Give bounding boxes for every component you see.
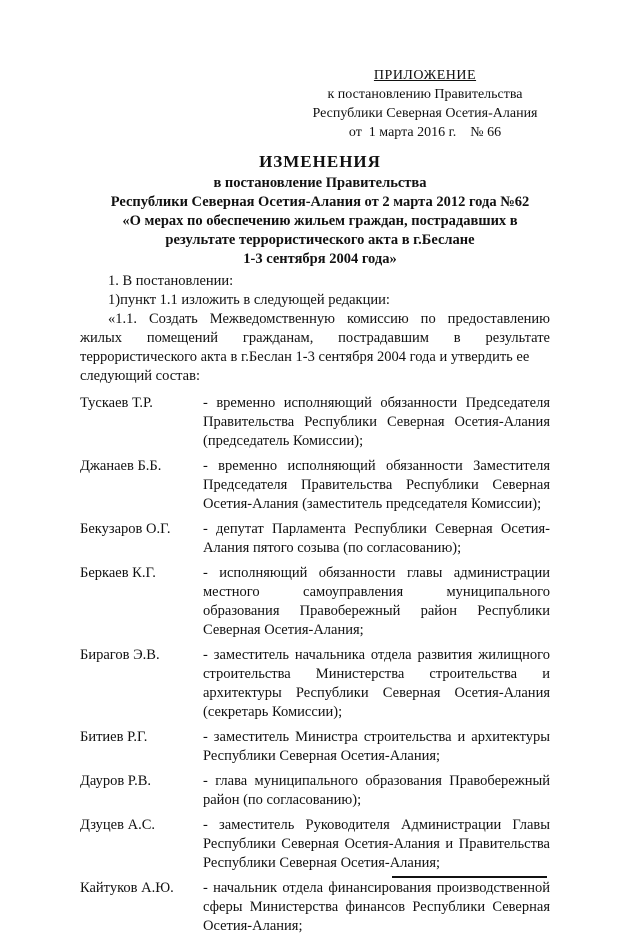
title-line-2: Республики Северная Осетия-Алания от 2 марта 2012 года №62 <box>110 194 530 210</box>
member-role: - депутат Парламента Республики Северная Осетия-Алания пятого созыва (по согласованию); <box>203 521 550 556</box>
appendix-line-2: Республики Северная Осетия-Алания <box>312 106 538 121</box>
member-role: - заместитель Министра строительства и архитектуры Республики Северная Осетия-Алания; <box>203 729 550 764</box>
list-item <box>80 394 550 451</box>
member-name: Дауров Р.В. <box>80 773 151 789</box>
list-item <box>80 564 550 640</box>
appendix-title: ПРИЛОЖЕНИЕ <box>373 68 477 83</box>
member-role: - временно исполняющий обязанности Заместителя Председателя Правительства Республики Северная Осетия-Алания (заместитель председателя Комиссии); <box>203 458 550 512</box>
member-name: Тускаев Т.Р. <box>80 395 153 411</box>
member-name: Дзуцев А.С. <box>80 817 155 833</box>
list-item <box>80 816 550 873</box>
member-role: - глава муниципального образования Правобережный район (по согласованию); <box>203 773 550 808</box>
appendix-header <box>300 66 550 142</box>
paragraph-3-rest: террористического акта в г.Беслан 1-3 сентября 2004 года и утвердить ее следующий состав: <box>80 349 530 384</box>
member-name: Бекузаров О.Г. <box>80 521 171 537</box>
list-item <box>80 520 550 558</box>
footer-divider <box>392 876 547 878</box>
member-name: Кайтуков А.Ю. <box>80 880 174 896</box>
commission-members-list <box>80 394 550 942</box>
list-item <box>80 879 550 936</box>
member-role: - начальник отдела финансирования производственной сферы Министерства финансов Республики Северная Осетия-Алания; <box>203 880 550 934</box>
list-item <box>80 772 550 810</box>
member-name: Битиев Р.Г. <box>80 729 148 745</box>
list-item <box>80 646 550 722</box>
title-line-1: в постановление Правительства <box>213 175 427 191</box>
member-name: Джанаев Б.Б. <box>80 458 162 474</box>
title-line-5: 1-3 сентября 2004 года» <box>243 251 397 267</box>
member-name: Бирагов Э.В. <box>80 647 160 663</box>
list-item <box>80 728 550 766</box>
body-text <box>80 272 550 386</box>
member-role: - временно исполняющий обязанности Председателя Правительства Республики Северная Осетия-Алания (председатель Комиссии); <box>203 395 550 449</box>
list-item <box>80 457 550 514</box>
title-line-4: результате террористического акта в г.Беслане <box>165 232 475 248</box>
member-role: - исполняющий обязанности главы администрации местного самоуправления муниципального образования Правобережный район Республики Северная Осетия-Алания; <box>203 565 550 638</box>
member-role: - заместитель начальника отдела развития жилищного строительства Министерства строительства и архитектуры Республики Северная Осетия-Алания (секретарь Комиссии); <box>203 647 550 720</box>
appendix-date-number: от 1 марта 2016 г. № 66 <box>348 125 502 140</box>
member-name: Беркаев К.Г. <box>80 565 156 581</box>
title-line-3: «О мерах по обеспечению жильем граждан, пострадавших в <box>122 213 518 229</box>
paragraph-3-line-2: жилых помещений гражданам, пострадавшим в результате <box>80 330 550 346</box>
paragraph-1: 1. В постановлении: <box>108 273 234 289</box>
member-role: - заместитель Руководителя Администрации Главы Республики Северная Осетия-Алания и Правительства Республики Северная Осетия-Алания; <box>203 817 550 871</box>
appendix-line-1: к постановлению Правительства <box>327 87 523 102</box>
paragraph-2: 1)пункт 1.1 изложить в следующей редакции: <box>108 292 390 308</box>
document-title: ИЗМЕНЕНИЯ <box>259 152 381 171</box>
document-title-block <box>60 150 580 269</box>
paragraph-3-line-1: «1.1. Создать Межведомственную комиссию по предоставлению <box>108 311 550 327</box>
